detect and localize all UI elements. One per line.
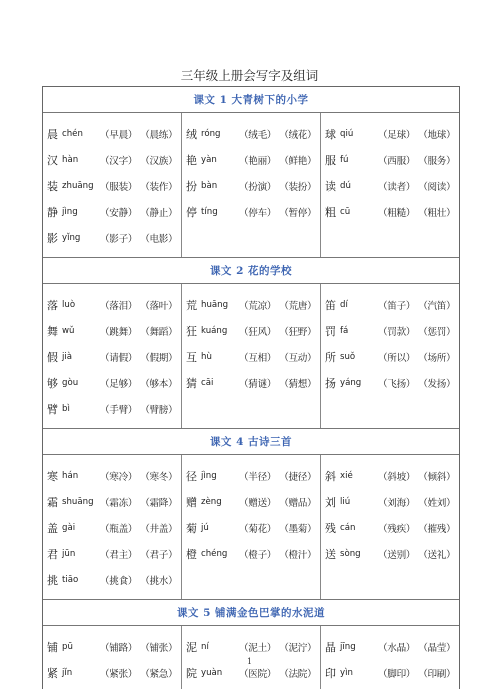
word-1: （足够） [100,379,138,390]
word-1: （赠送） [239,498,277,509]
character: 装 [47,180,58,193]
vocab-entry [325,370,459,396]
vocab-entry [186,199,320,225]
word-1: （君主） [100,550,138,561]
vocab-entry [47,173,181,199]
word-2: （服务） [418,156,456,167]
pinyin: jià [62,352,73,362]
lesson-heading: 课文 2 花的学校 [43,258,459,284]
pinyin: chén [62,129,83,139]
character: 狂 [186,325,197,338]
pinyin: suǒ [340,352,356,362]
character: 残 [325,522,336,535]
character: 晨 [47,128,58,141]
word-2: （橙汁） [279,550,317,561]
lesson-body [43,113,459,258]
word-1: （寒冷） [100,472,138,483]
vocab-entry [47,147,181,173]
pinyin: sòng [340,549,361,559]
word-2: （挑水） [140,576,178,587]
pinyin: yáng [340,378,362,388]
word-column [182,113,321,257]
vocab-entry [47,396,181,422]
word-2: （汉族） [140,156,178,167]
vocab-entry [47,370,181,396]
vocab-entry [325,292,459,318]
pinyin: jìng [62,207,78,217]
pinyin: jīng [340,642,356,652]
vocab-entry [186,370,320,396]
pinyin: wǔ [62,326,75,336]
vocab-entry [325,199,459,225]
pinyin: xié [340,471,353,481]
word-2: （霜降） [140,498,178,509]
document-title: 三年级上册会写字及组词 [180,68,319,83]
pinyin: jǐn [62,668,73,678]
pinyin: tiāo [62,575,79,585]
pinyin: yǐng [62,233,81,243]
character: 晶 [325,641,336,654]
word-1: （罚款） [378,327,416,338]
word-1: （所以） [378,353,416,364]
word-1: （猜谜） [239,379,277,390]
pinyin: cán [340,523,356,533]
pinyin: hù [201,352,212,362]
page-number: 1 [246,657,253,666]
character: 铺 [47,641,58,654]
word-2: （法院） [279,669,317,680]
character: 停 [186,206,197,219]
character: 静 [47,206,58,219]
word-1: （请假） [100,353,138,364]
word-2: （暂停） [279,208,317,219]
character: 舞 [47,325,58,338]
pinyin: tíng [201,207,218,217]
character: 印 [325,667,336,680]
character: 泥 [186,641,197,654]
word-2: （猜想） [279,379,317,390]
word-1: （铺路） [100,643,138,654]
pinyin: shuāng [62,497,94,507]
vocab-entry [47,463,181,489]
word-2: （捷径） [279,472,317,483]
word-2: （电影） [140,234,178,245]
word-2: （印刷） [418,669,456,680]
word-2: （晶莹） [418,643,456,654]
pinyin: fá [340,326,349,336]
vocab-entry [47,121,181,147]
word-column [43,113,182,257]
word-column [43,284,182,428]
word-2: （鲜艳） [279,156,317,167]
character: 假 [47,351,58,364]
word-2: （铺张） [140,643,178,654]
word-1: （停车） [239,208,277,219]
character: 赠 [186,496,197,509]
character: 君 [47,548,58,561]
pinyin: bàn [201,181,218,191]
word-1: （狂风） [239,327,277,338]
vocab-entry [325,515,459,541]
pinyin: jú [201,523,209,533]
word-1: （安静） [100,208,138,219]
pinyin: kuáng [201,326,228,336]
vocabulary-table [42,86,460,689]
character: 艳 [186,154,197,167]
character: 猜 [186,377,197,390]
pinyin: róng [201,129,221,139]
vocab-entry [325,173,459,199]
pinyin: yàn [201,155,217,165]
pinyin: gài [62,523,76,533]
character: 径 [186,470,197,483]
pinyin: luò [62,300,76,310]
word-1: （粗糙） [378,208,416,219]
pinyin: yìn [340,668,353,678]
character: 橙 [186,548,197,561]
word-2: （送礼） [418,550,456,561]
word-2: （够本） [140,379,178,390]
word-1: （早晨） [100,130,138,141]
vocab-entry [186,541,320,567]
word-1: （送别） [378,550,416,561]
character: 绒 [186,128,197,141]
pinyin: qiú [340,129,354,139]
word-2: （狂野） [279,327,317,338]
word-1: （水晶） [378,643,416,654]
word-1: （互相） [239,353,277,364]
vocab-entry [325,344,459,370]
word-1: （服装） [100,182,138,193]
character: 够 [47,377,58,390]
vocab-entry [47,489,181,515]
character: 盖 [47,522,58,535]
word-1: （飞扬） [378,379,416,390]
vocab-entry [47,515,181,541]
pinyin: cū [340,207,351,217]
word-2: （姓刘） [418,498,456,509]
character: 影 [47,232,58,245]
word-2: （落叶） [140,301,178,312]
word-column [321,455,459,599]
word-1: （橙子） [239,550,277,561]
vocab-entry [186,463,320,489]
pinyin: gòu [62,378,79,388]
vocab-entry [186,318,320,344]
pinyin: dí [340,300,348,310]
vocab-entry [325,147,459,173]
character: 罚 [325,325,336,338]
character: 刘 [325,496,336,509]
lesson-body [43,284,459,429]
word-1: （霜冻） [100,498,138,509]
pinyin: hàn [62,155,79,165]
character: 球 [325,128,336,141]
lesson-section [43,258,459,429]
pinyin: huāng [201,300,229,310]
lesson-section [43,429,459,600]
word-2: （寒冬） [140,472,178,483]
word-1: （残疾） [378,524,416,535]
pinyin: zhuāng [62,181,94,191]
character: 汉 [47,154,58,167]
word-1: （菊花） [239,524,277,535]
word-2: （发扬） [418,379,456,390]
pinyin: zèng [201,497,222,507]
character: 互 [186,351,197,364]
word-1: （西服） [378,156,416,167]
word-column [182,284,321,428]
word-2: （晨练） [140,130,178,141]
word-1: （跳舞） [100,327,138,338]
character: 菊 [186,522,197,535]
word-column [182,455,321,599]
character: 读 [325,180,336,193]
word-1: （荒凉） [239,301,277,312]
pinyin: dú [340,181,351,191]
word-column [321,284,459,428]
pinyin: fú [340,155,349,165]
vocab-entry [325,318,459,344]
pinyin: chéng [201,549,228,559]
character: 寒 [47,470,58,483]
vocab-entry [325,541,459,567]
lesson-heading: 课文 5 铺满金色巴掌的水泥道 [43,600,459,626]
character: 服 [325,154,336,167]
vocab-entry [47,225,181,251]
word-2: （荒唐） [279,301,317,312]
word-1: （影子） [100,234,138,245]
word-1: （泥土） [239,643,277,654]
character: 扬 [325,377,336,390]
character: 挑 [47,574,58,587]
lesson-heading: 课文 1 大青树下的小学 [43,87,459,113]
word-1: （瓶盖） [100,524,138,535]
lesson-section [43,600,459,689]
word-1: （足球） [378,130,416,141]
pinyin: jūn [62,549,76,559]
vocab-entry [186,292,320,318]
character: 落 [47,299,58,312]
word-1: （刘海） [378,498,416,509]
character: 扮 [186,180,197,193]
vocab-entry [47,541,181,567]
vocab-entry [47,567,181,593]
word-2: （倾斜） [418,472,456,483]
pinyin: cāi [201,378,214,388]
word-2: （泥泞） [279,643,317,654]
character: 斜 [325,470,336,483]
word-2: （舞蹈） [140,327,178,338]
pinyin: pū [62,642,73,652]
vocab-entry [47,292,181,318]
pinyin: bì [62,404,70,414]
lesson-heading: 课文 4 古诗三首 [43,429,459,455]
word-1: （汉字） [100,156,138,167]
word-2: （赠品） [279,498,317,509]
word-1: （落泪） [100,301,138,312]
word-2: （惩罚） [418,327,456,338]
lesson-section [43,87,459,258]
character: 笛 [325,299,336,312]
word-2: （井盖） [140,524,178,535]
pinyin: liú [340,497,351,507]
vocab-entry [186,344,320,370]
word-1: （医院） [239,669,277,680]
word-2: （场所） [418,353,456,364]
word-2: （粗壮） [418,208,456,219]
vocab-entry [325,121,459,147]
word-1: （半径） [239,472,277,483]
word-1: （扮演） [239,182,277,193]
word-1: （读者） [378,182,416,193]
word-2: （假期） [140,353,178,364]
word-column [43,455,182,599]
word-2: （汽笛） [418,301,456,312]
word-1: （笛子） [378,301,416,312]
vocab-entry [186,173,320,199]
vocab-entry [47,199,181,225]
word-1: （手臂） [100,405,138,416]
character: 院 [186,667,197,680]
word-2: （摧残） [418,524,456,535]
word-2: （装扮） [279,182,317,193]
lesson-body [43,455,459,600]
word-1: （斜坡） [378,472,416,483]
word-2: （静止） [140,208,178,219]
vocab-entry [325,463,459,489]
word-1: （艳丽） [239,156,277,167]
word-2: （君子） [140,550,178,561]
vocab-entry [186,121,320,147]
vocab-entry [47,344,181,370]
vocab-entry [186,147,320,173]
word-2: （互动） [279,353,317,364]
pinyin: yuàn [201,668,223,678]
character: 粗 [325,206,336,219]
word-2: （绒花） [279,130,317,141]
word-2: （墨菊） [279,524,317,535]
character: 所 [325,351,336,364]
character: 臂 [47,403,58,416]
character: 荒 [186,299,197,312]
vocab-entry [47,318,181,344]
word-2: （装作） [140,182,178,193]
word-column [321,113,459,257]
pinyin: ní [201,642,209,652]
word-2: （紧急） [140,669,178,680]
word-1: （紧张） [100,669,138,680]
pinyin: hán [62,471,79,481]
vocab-entry [186,489,320,515]
character: 送 [325,548,336,561]
word-1: （挑食） [100,576,138,587]
character: 紧 [47,667,58,680]
word-1: （脚印） [378,669,416,680]
vocab-entry [186,515,320,541]
word-2: （阅读） [418,182,456,193]
word-2: （臂膀） [140,405,178,416]
word-2: （地球） [418,130,456,141]
word-1: （绒毛） [239,130,277,141]
pinyin: jìng [201,471,217,481]
character: 霜 [47,496,58,509]
vocab-entry [325,489,459,515]
